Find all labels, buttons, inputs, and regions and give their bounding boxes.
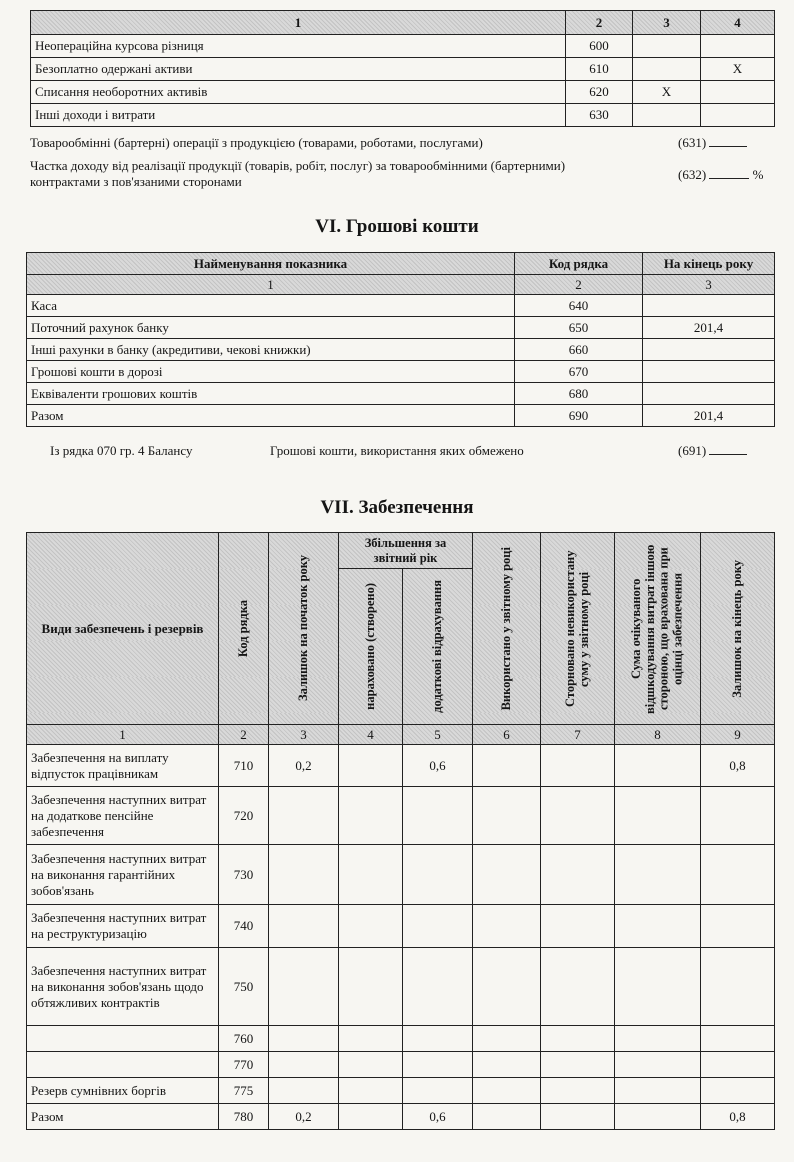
row-end (701, 948, 775, 1026)
row-code: 680 (515, 383, 643, 405)
row-used (473, 1078, 541, 1104)
row-name: Забезпечення наступних витрат на додаткове пенсійне забезпечення (27, 787, 219, 845)
row-accrued (339, 845, 403, 905)
row-cell (701, 35, 775, 58)
income-table (30, 10, 775, 127)
row-extra: 0,6 (403, 1104, 473, 1130)
row-name: Інші рахунки в банку (акредитиви, чекові книжки) (27, 339, 515, 361)
row-code: 650 (515, 317, 643, 339)
row-code: 640 (515, 295, 643, 317)
row-extra (403, 1052, 473, 1078)
row-cell (633, 58, 701, 81)
col-header-code (219, 533, 269, 725)
cash-note-blank (709, 443, 747, 455)
row-reversed (541, 1104, 615, 1130)
table-row (27, 905, 775, 948)
row-code: 710 (219, 745, 269, 787)
barter-code-1 (678, 135, 747, 151)
row-end (701, 1078, 775, 1104)
row-used (473, 905, 541, 948)
row-code: 775 (219, 1078, 269, 1104)
row-name: Разом (27, 405, 515, 427)
col-header-extra (403, 569, 473, 725)
code-label: (631) (678, 135, 707, 150)
table-row (31, 35, 775, 58)
row-expected (615, 1104, 701, 1130)
col-header-increase: Збільшення за звітний рік (339, 533, 473, 569)
table-row (27, 845, 775, 905)
row-extra (403, 948, 473, 1026)
row-code: 750 (219, 948, 269, 1026)
row-used (473, 1052, 541, 1078)
table-row (27, 745, 775, 787)
row-expected (615, 1052, 701, 1078)
col-num: 3 (633, 11, 701, 35)
col-header-code-text: Код рядка (235, 599, 250, 658)
col-num: 1 (27, 725, 219, 745)
row-code: 770 (219, 1052, 269, 1078)
row-accrued (339, 905, 403, 948)
cash-note-left: Із рядка 070 гр. 4 Балансу (50, 443, 193, 458)
row-code: 610 (566, 58, 633, 81)
row-expected (615, 905, 701, 948)
row-cell (633, 35, 701, 58)
barter-text-2a: Частка доходу від реалізації продукції (товарів, робіт, послуг) за товарообмінними (бартерними) (30, 158, 566, 173)
table-row (27, 948, 775, 1026)
row-name: Грошові кошти в дорозі (27, 361, 515, 383)
cash-note-mid: Грошові кошти, використання яких обмежено (270, 443, 524, 458)
barter-line-2 (30, 158, 780, 190)
col-num: 3 (269, 725, 339, 745)
code-label: (691) (678, 443, 707, 458)
row-start (269, 1052, 339, 1078)
row-name (27, 1026, 219, 1052)
table-row (27, 295, 775, 317)
row-end (701, 845, 775, 905)
row-code: 760 (219, 1026, 269, 1052)
row-end (701, 1026, 775, 1052)
row-value (643, 383, 775, 405)
code-label: (632) (678, 167, 707, 182)
col-num: 8 (615, 725, 701, 745)
row-code: 600 (566, 35, 633, 58)
col-header-used (473, 533, 541, 725)
barter-blank-2 (709, 167, 749, 179)
col-header-expected (615, 533, 701, 725)
provisions-header-row-1 (27, 533, 775, 569)
row-value (643, 295, 775, 317)
row-value (643, 339, 775, 361)
row-name: Списання необоротних активів (31, 81, 566, 104)
row-cell: X (633, 81, 701, 104)
row-extra: 0,6 (403, 745, 473, 787)
col-header-start-text: Залишок на початок року (295, 555, 310, 702)
income-table-header (31, 11, 775, 35)
row-name: Поточний рахунок банку (27, 317, 515, 339)
row-expected (615, 1026, 701, 1052)
col-header-code: Код рядка (515, 253, 643, 275)
row-name: Безоплатно одержані активи (31, 58, 566, 81)
table-row (27, 361, 775, 383)
row-reversed (541, 1078, 615, 1104)
row-extra (403, 905, 473, 948)
col-num: 1 (31, 11, 566, 35)
row-used (473, 787, 541, 845)
col-header-expected-text: Сума очікуваного відшкодування витрат іншою стороною, що врахована при оцінці забезпечення (629, 543, 685, 714)
row-cell (633, 104, 701, 127)
row-accrued (339, 787, 403, 845)
table-row (27, 1026, 775, 1052)
row-name: Забезпечення на виплату відпусток працівникам (27, 745, 219, 787)
row-code: 720 (219, 787, 269, 845)
row-value: 201,4 (643, 405, 775, 427)
row-name: Неопераційна курсова різниця (31, 35, 566, 58)
row-name: Забезпечення наступних витрат на реструктуризацію (27, 905, 219, 948)
table-row (27, 405, 775, 427)
row-extra (403, 1078, 473, 1104)
col-num: 2 (219, 725, 269, 745)
row-used (473, 1104, 541, 1130)
row-used (473, 948, 541, 1026)
col-header-start (269, 533, 339, 725)
row-accrued (339, 948, 403, 1026)
row-reversed (541, 787, 615, 845)
col-header-accrued-text: нараховано (створено) (362, 583, 377, 710)
row-cell (701, 81, 775, 104)
col-num: 6 (473, 725, 541, 745)
row-name: Еквіваленти грошових коштів (27, 383, 515, 405)
row-start: 0,2 (269, 1104, 339, 1130)
row-start (269, 1026, 339, 1052)
col-num: 3 (643, 275, 775, 295)
row-code: 630 (566, 104, 633, 127)
col-header-reversed (541, 533, 615, 725)
row-extra (403, 1026, 473, 1052)
cash-table-numbers (27, 275, 775, 295)
row-name: Разом (27, 1104, 219, 1130)
cash-table-header (27, 253, 775, 275)
row-reversed (541, 745, 615, 787)
row-expected (615, 845, 701, 905)
table-row (27, 1052, 775, 1078)
row-accrued (339, 745, 403, 787)
row-reversed (541, 845, 615, 905)
row-used (473, 845, 541, 905)
row-value: 201,4 (643, 317, 775, 339)
row-name: Каса (27, 295, 515, 317)
col-num: 9 (701, 725, 775, 745)
row-expected (615, 745, 701, 787)
col-header-accrued (339, 569, 403, 725)
row-start (269, 948, 339, 1026)
row-expected (615, 948, 701, 1026)
col-num: 7 (541, 725, 615, 745)
cash-note (50, 443, 780, 459)
row-reversed (541, 905, 615, 948)
row-start: 0,2 (269, 745, 339, 787)
table-row (27, 339, 775, 361)
row-accrued (339, 1052, 403, 1078)
col-num: 5 (403, 725, 473, 745)
row-reversed (541, 1052, 615, 1078)
col-header-kind: Види забезпечень і резервів (27, 533, 219, 725)
provisions-table (26, 532, 775, 1130)
provisions-numbers-row (27, 725, 775, 745)
row-name: Інші доходи і витрати (31, 104, 566, 127)
cash-table (26, 252, 775, 427)
row-expected (615, 787, 701, 845)
row-end: 0,8 (701, 1104, 775, 1130)
col-num: 1 (27, 275, 515, 295)
barter-text-1: Товарообмінні (бартерні) операції з продукцією (товарами, роботами, послугами) (30, 135, 483, 150)
col-header-extra-text: додаткові відрахування (429, 580, 444, 713)
row-name: Резерв сумнівних боргів (27, 1078, 219, 1104)
row-end (701, 905, 775, 948)
table-row (27, 1078, 775, 1104)
table-row (27, 383, 775, 405)
row-value (643, 361, 775, 383)
row-code: 740 (219, 905, 269, 948)
row-start (269, 1078, 339, 1104)
table-row (27, 317, 775, 339)
row-reversed (541, 948, 615, 1026)
row-name (27, 1052, 219, 1078)
row-used (473, 1026, 541, 1052)
col-header-end-text: Залишок на кінець року (729, 559, 744, 698)
col-header-name: Найменування показника (27, 253, 515, 275)
col-num: 4 (339, 725, 403, 745)
row-cell (701, 104, 775, 127)
row-code: 780 (219, 1104, 269, 1130)
row-expected (615, 1078, 701, 1104)
barter-code-2 (678, 167, 764, 183)
row-reversed (541, 1026, 615, 1052)
section-6-title: VI. Грошові кошти (315, 216, 479, 237)
col-header-end (701, 533, 775, 725)
table-row (27, 1104, 775, 1130)
col-header-end: На кінець року (643, 253, 775, 275)
table-row (31, 81, 775, 104)
table-row (27, 787, 775, 845)
row-code: 730 (219, 845, 269, 905)
section-7-title: VII. Забезпечення (320, 497, 474, 518)
cash-note-code (678, 443, 747, 459)
barter-line-1 (30, 135, 780, 151)
row-extra (403, 845, 473, 905)
row-end (701, 1052, 775, 1078)
row-end (701, 787, 775, 845)
row-name: Забезпечення наступних витрат на виконання гарантійних зобов'язань (27, 845, 219, 905)
row-extra (403, 787, 473, 845)
row-end: 0,8 (701, 745, 775, 787)
table-row (31, 58, 775, 81)
col-num: 4 (701, 11, 775, 35)
row-code: 660 (515, 339, 643, 361)
col-header-used-text: Використано у звітному році (498, 546, 513, 711)
row-code: 670 (515, 361, 643, 383)
col-num: 2 (566, 11, 633, 35)
col-header-reversed-text: Сторновано невикористану суму у звітному році (562, 550, 591, 707)
percent-sign: % (752, 167, 764, 182)
row-accrued (339, 1078, 403, 1104)
barter-blank-1 (709, 135, 747, 147)
row-accrued (339, 1104, 403, 1130)
table-row (31, 104, 775, 127)
row-code: 690 (515, 405, 643, 427)
row-code: 620 (566, 81, 633, 104)
row-start (269, 905, 339, 948)
col-num: 2 (515, 275, 643, 295)
barter-text-2b: контрактами з пов'язаними сторонами (30, 174, 242, 189)
row-start (269, 845, 339, 905)
row-used (473, 745, 541, 787)
row-name: Забезпечення наступних витрат на виконання зобов'язань щодо обтяжливих контрактів (27, 948, 219, 1026)
row-cell: X (701, 58, 775, 81)
row-start (269, 787, 339, 845)
row-accrued (339, 1026, 403, 1052)
